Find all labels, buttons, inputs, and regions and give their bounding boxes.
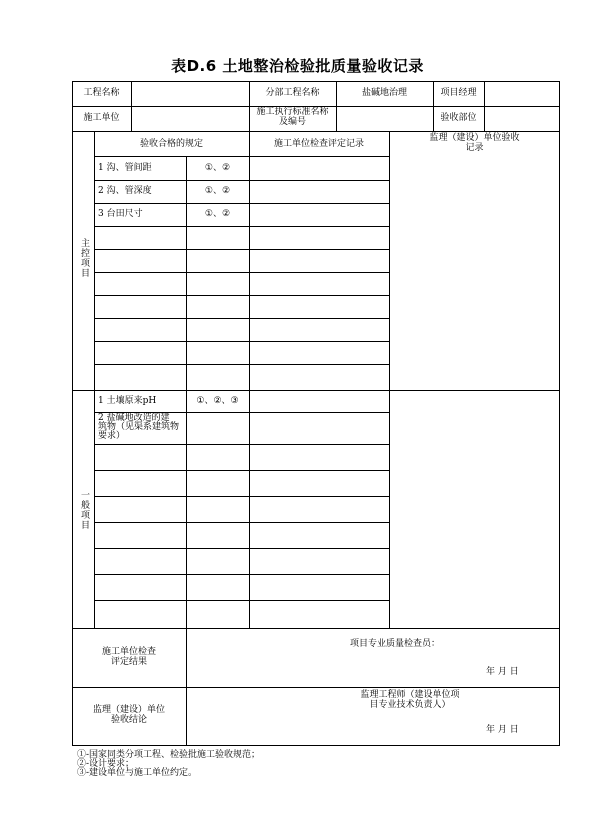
standard-label: 施工执行标准名称 (256, 107, 329, 117)
col-line (484, 81, 485, 131)
col-line (131, 81, 132, 131)
item-name: 要求） (98, 431, 126, 441)
row-line (94, 295, 389, 296)
col-line (186, 156, 187, 628)
section-line (72, 390, 560, 391)
item-name: 1 沟、管间距 (98, 163, 152, 173)
contractor-result-label: 施工单位检查 (101, 647, 156, 657)
section-line (72, 687, 560, 688)
item-spec: ①、② (204, 163, 231, 173)
row-line (94, 180, 389, 181)
supervisor-result-label: 监理（建设）单位 (92, 705, 165, 715)
quality-inspector-label: 项目专业质量检查员： (350, 639, 441, 649)
row-line (94, 341, 389, 342)
date-label: 年 月 日 (486, 667, 519, 677)
col-line (94, 131, 95, 628)
supervisor-heading-2: 记录 (465, 143, 484, 153)
contractor-label: 施工单位 (83, 113, 120, 123)
row-line (94, 600, 389, 601)
row-line (94, 318, 389, 319)
item-name: 筑物（见渠系建筑物 (98, 422, 180, 432)
supervisor-result-label-2: 验收结论 (110, 715, 147, 725)
item-spec: ①、②、③ (196, 396, 239, 406)
supervisor-heading: 监理（建设）单位验收 (429, 133, 520, 143)
row-line (94, 364, 389, 365)
contractor-check-heading: 施工单位检查评定记录 (273, 139, 364, 149)
date-label: 年 月 日 (486, 725, 519, 735)
sub-project-value: 盐碱地治理 (361, 88, 407, 98)
note: ③-建设单位与施工单位约定。 (77, 768, 198, 778)
col-line (249, 131, 250, 628)
row-line (94, 470, 389, 471)
row-line (94, 548, 389, 549)
project-name-label: 工程名称 (83, 88, 120, 98)
row-line (94, 496, 389, 497)
row-line (94, 444, 389, 445)
supervisor-engineer-label-2: 目专业技术负责人） (369, 700, 451, 710)
section-line (72, 628, 560, 629)
item-name: 3 台田尺寸 (98, 209, 143, 219)
general-label: 一般项目 (79, 490, 89, 530)
item-spec: ①、② (204, 209, 231, 219)
standard-label-2: 及编号 (278, 117, 306, 127)
row-line (94, 156, 389, 157)
row-line (94, 522, 389, 523)
row-line (94, 272, 389, 273)
row-line (94, 226, 389, 227)
supervisor-engineer-label: 监理工程师（建设单位项 (360, 690, 460, 700)
item-spec: ①、② (204, 186, 231, 196)
row-line (72, 131, 560, 132)
project-manager-label: 项目经理 (440, 88, 477, 98)
note: ①-国家同类分项工程、检验批施工验收规范； (77, 750, 261, 760)
main-control-label: 主控项目 (79, 238, 89, 278)
acceptance-part-label: 验收部位 (440, 113, 477, 123)
row-line (94, 203, 389, 204)
page-title: 表D.6 土地整治检验批质量验收记录 (171, 57, 424, 75)
col-line (389, 131, 390, 628)
col-line (186, 628, 187, 746)
sub-project-label: 分部工程名称 (265, 88, 320, 98)
row-line (94, 574, 389, 575)
acceptance-spec-heading: 验收合格的规定 (139, 139, 203, 149)
row-line (94, 249, 389, 250)
item-name: 2 沟、管深度 (98, 186, 152, 196)
contractor-result-label-2: 评定结果 (110, 657, 147, 667)
item-name: 2 盐碱地改造的建 (98, 413, 170, 423)
note: ②-设计要求； (77, 759, 135, 769)
item-name: 1 土壤原来pH (98, 396, 157, 406)
